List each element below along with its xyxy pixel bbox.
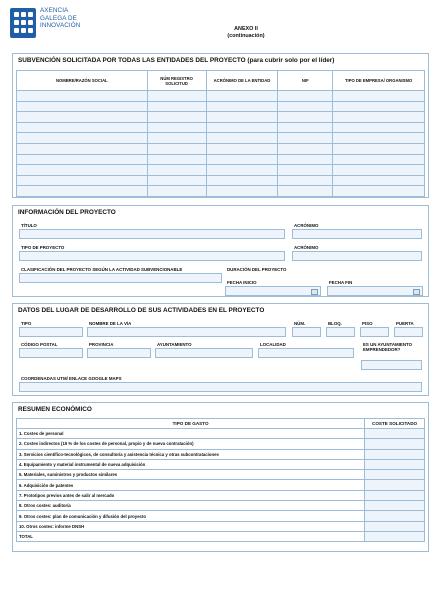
num-input[interactable] [292, 327, 321, 337]
resumen-title: RESUMEN ECONÓMICO [18, 406, 92, 413]
gasto-label: 7. Prototipos previos antes de salir al mercado [17, 490, 365, 500]
puerta-label: PUERTA [396, 321, 414, 326]
annex-heading [200, 26, 292, 40]
cell-input[interactable] [206, 101, 278, 112]
cell-input[interactable] [17, 186, 148, 197]
num-label: NÚM. [294, 321, 306, 326]
lugar-title: DATOS DEL LUGAR DE DESARROLLO DE SUS ACTIVIDADES EN EL PROYECTO [18, 307, 265, 314]
logo-line-3: INNOVACIÓN [40, 22, 81, 30]
table-row [17, 122, 425, 133]
table-row [17, 480, 425, 490]
gasto-label: 10. Otros costes: informe DNSH [17, 521, 365, 531]
cell-input[interactable] [278, 112, 333, 123]
table-row [17, 175, 425, 186]
annex-title: ANEXO II [234, 26, 258, 32]
table-row [17, 429, 425, 439]
localidad-label: LOCALIDAD [260, 342, 286, 347]
acronimo2-input[interactable] [292, 251, 422, 261]
gasto-label: 5. Materiales, suministros y productos similares [17, 470, 365, 480]
resumen-table [16, 418, 425, 542]
cell-input[interactable] [17, 143, 148, 154]
acronimo2-label: ACRÓNIMO [294, 245, 319, 250]
cell-input[interactable] [278, 122, 333, 133]
cell-input[interactable] [147, 143, 206, 154]
acronimo-label: ACRÓNIMO [294, 223, 319, 228]
logo-line-1: AXENCIA [40, 7, 69, 14]
col-nif: NIF [278, 71, 333, 91]
cell-input[interactable] [206, 91, 278, 102]
cell-input[interactable] [147, 122, 206, 133]
subvencion-title-sub: (para cubrir solo por el líder) [247, 57, 335, 64]
subvencion-title [18, 57, 334, 64]
coste-input[interactable] [365, 459, 425, 469]
table-row [17, 101, 425, 112]
coste-input[interactable] [365, 439, 425, 449]
piso-label: PISO [362, 321, 373, 326]
coste-input[interactable] [365, 449, 425, 459]
proyecto-section [12, 205, 429, 297]
gasto-label: 3. Servicios científico-tecnológicos, de consultoría y asistencia técnica y otras subcontrataciones [17, 449, 365, 459]
cell-input[interactable] [206, 154, 278, 165]
coste-input[interactable] [365, 490, 425, 500]
col-registro: NÚM REGISTRO SOLICITUD [147, 71, 206, 91]
cell-input[interactable] [17, 101, 148, 112]
cell-input[interactable] [333, 133, 425, 144]
cell-input[interactable] [206, 112, 278, 123]
ayuntamiento-input[interactable] [155, 348, 253, 358]
cell-input[interactable] [333, 91, 425, 102]
cell-input[interactable] [206, 133, 278, 144]
total-coste-input[interactable] [365, 531, 425, 541]
duracion-label: DURACIÓN DEL PROYECTO [227, 267, 287, 272]
table-row [17, 186, 425, 197]
bloq-label: BLOQ. [328, 321, 342, 326]
cell-input[interactable] [147, 91, 206, 102]
resumen-section [12, 402, 429, 552]
cell-input[interactable] [278, 165, 333, 176]
resumen-body [17, 429, 425, 542]
titulo-label: TÍTULO [21, 223, 37, 228]
provincia-input[interactable] [87, 348, 151, 358]
cell-input[interactable] [147, 112, 206, 123]
table-row [17, 91, 425, 102]
table-row [17, 143, 425, 154]
table-row [17, 511, 425, 521]
cell-input[interactable] [17, 175, 148, 186]
gasto-label: 2. Costes indirectos (15 % de los costes de personal, propio y de nueva contratación) [17, 439, 365, 449]
cell-input[interactable] [278, 133, 333, 144]
cell-input[interactable] [333, 112, 425, 123]
cell-input[interactable] [333, 186, 425, 197]
coste-input[interactable] [365, 470, 425, 480]
titulo-input[interactable] [19, 229, 285, 239]
total-label: TOTAL [17, 531, 365, 541]
table-row [17, 439, 425, 449]
table-row [17, 133, 425, 144]
table-row [17, 449, 425, 459]
subvencion-section [12, 53, 429, 198]
gasto-label: 6. Adquisición de patentes [17, 480, 365, 490]
cell-input[interactable] [333, 122, 425, 133]
provincia-label: PROVINCIA [89, 342, 114, 347]
tipo-proyecto-label: TIPO DE PROYECTO [21, 245, 65, 250]
subvencion-body [17, 91, 425, 197]
puerta-input[interactable] [394, 327, 423, 337]
localidad-input[interactable] [258, 348, 354, 358]
col-tipo-empresa: TIPO DE EMPRESA/ ORGANISMO [333, 71, 425, 91]
cell-input[interactable] [206, 175, 278, 186]
agency-logo [10, 6, 110, 46]
emprendedor-input[interactable] [361, 360, 422, 370]
subvencion-table [16, 70, 425, 197]
resumen-header-row [17, 419, 425, 429]
logo-mark-icon [10, 8, 36, 38]
clasificacion-label: CLASIFICACIÓN DEL PROYECTO SEGÚN LA ACTIVIDAD SUBVENCIONABLE [21, 267, 183, 272]
cell-input[interactable] [278, 91, 333, 102]
cell-input[interactable] [147, 101, 206, 112]
coste-input[interactable] [365, 429, 425, 439]
cell-input[interactable] [206, 186, 278, 197]
fecha-inicio-input[interactable] [225, 286, 321, 296]
table-row [17, 154, 425, 165]
codigo-postal-input[interactable] [19, 348, 83, 358]
cell-input[interactable] [333, 175, 425, 186]
logo-line-2: GALEGA DE [40, 14, 77, 22]
logo-text [40, 7, 80, 30]
lugar-section [12, 303, 429, 396]
cell-input[interactable] [278, 143, 333, 154]
fecha-fin-input[interactable] [327, 286, 423, 296]
tipo-via-label: TIPO [21, 321, 32, 326]
cell-input[interactable] [278, 186, 333, 197]
cell-input[interactable] [278, 101, 333, 112]
cell-input[interactable] [147, 154, 206, 165]
tipo-proyecto-input[interactable] [19, 251, 285, 261]
col-nombre: NOMBRE/RAZÓN SOCIAL [17, 71, 148, 91]
proyecto-title: INFORMACIÓN DEL PROYECTO [18, 209, 116, 216]
cell-input[interactable] [17, 91, 148, 102]
table-row [17, 521, 425, 531]
col-acronimo: ACRÓNIMO DE LA ENTIDAD [206, 71, 278, 91]
fecha-fin-label: FECHA FIN [329, 280, 353, 285]
col-tipo-gasto: TIPO DE GASTO [17, 419, 365, 429]
cell-input[interactable] [17, 165, 148, 176]
coste-input[interactable] [365, 501, 425, 511]
coordenadas-input[interactable] [19, 382, 422, 392]
table-row [17, 501, 425, 511]
table-row [17, 470, 425, 480]
subvencion-title-main: SUBVENCIÓN SOLICITADA POR TODAS LAS ENTIDADES DEL PROYECTO [18, 57, 246, 64]
cell-input[interactable] [17, 154, 148, 165]
fecha-inicio-label: FECHA INICIO [227, 280, 257, 285]
cell-input[interactable] [333, 143, 425, 154]
coste-input[interactable] [365, 480, 425, 490]
gasto-label: 9. Otros costes: plan de comunicación y difusión del proyecto [17, 511, 365, 521]
cell-input[interactable] [147, 133, 206, 144]
col-coste-solicitado: COSTE SOLICITADO [365, 419, 425, 429]
coste-input[interactable] [365, 521, 425, 531]
table-row-total [17, 531, 425, 541]
cell-input[interactable] [206, 122, 278, 133]
cell-input[interactable] [333, 165, 425, 176]
tipo-via-input[interactable] [19, 327, 83, 337]
cell-input[interactable] [333, 101, 425, 112]
nombre-via-input[interactable] [87, 327, 286, 337]
cell-input[interactable] [17, 112, 148, 123]
cell-input[interactable] [206, 165, 278, 176]
gasto-label: 1. Costes de personal [17, 429, 365, 439]
gasto-label: 4. Equipamiento y material instrumental de nueva adquisición [17, 459, 365, 469]
acronimo-input[interactable] [292, 229, 422, 239]
coste-input[interactable] [365, 511, 425, 521]
cell-input[interactable] [147, 165, 206, 176]
clasificacion-input[interactable] [19, 273, 222, 283]
piso-input[interactable] [360, 327, 389, 337]
cell-input[interactable] [147, 175, 206, 186]
nombre-via-label: NOMBRE DE LA VÍA [89, 321, 132, 326]
subvencion-header-row [17, 71, 425, 91]
annex-subtitle: (continuación) [227, 33, 265, 39]
table-row [17, 490, 425, 500]
emprendedor-label: ES UN AYUNTAMIENTO EMPRENDEDOR? [363, 342, 413, 352]
bloq-input[interactable] [326, 327, 355, 337]
ayuntamiento-label: AYUNTAMIENTO [157, 342, 192, 347]
cell-input[interactable] [333, 154, 425, 165]
cell-input[interactable] [278, 154, 333, 165]
cell-input[interactable] [206, 143, 278, 154]
cell-input[interactable] [147, 186, 206, 197]
cell-input[interactable] [17, 122, 148, 133]
coordenadas-label: COORDENADAS UTM/ ENLACE GOOGLE MAPS [21, 376, 122, 381]
cell-input[interactable] [17, 133, 148, 144]
gasto-label: 8. Otros costes: auditoría [17, 501, 365, 511]
table-row [17, 112, 425, 123]
table-row [17, 165, 425, 176]
codigo-postal-label: CÓDIGO POSTAL [21, 342, 58, 347]
table-row [17, 459, 425, 469]
cell-input[interactable] [278, 175, 333, 186]
